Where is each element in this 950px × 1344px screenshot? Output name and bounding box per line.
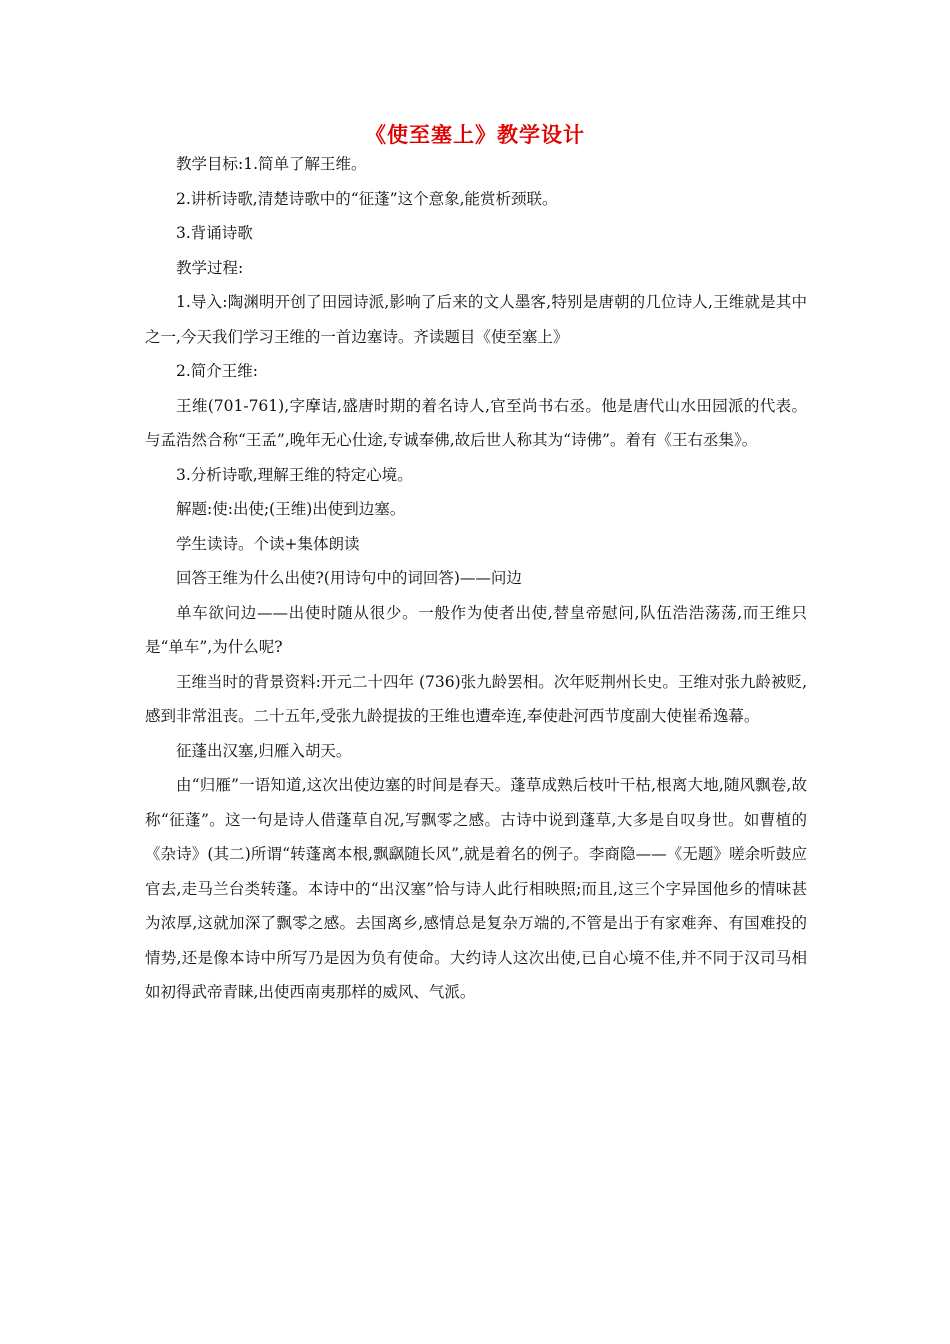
paragraph-title-explanation: 解题:使:出使;(王维)出使到边塞。	[176, 500, 406, 518]
paragraph-objective-3: 3.背诵诗歌	[176, 224, 253, 242]
paragraph-single-carriage: 单车欲问边——出使时随从很少。一般作为使者出使,替皇帝慰问,队伍浩浩荡荡,而王维只是“单车”,为什么呢?	[145, 603, 807, 656]
paragraph-analysis-heading: 3.分析诗歌,理解王维的特定心境。	[176, 465, 413, 484]
document-body	[145, 147, 807, 1010]
paragraph-reading: 学生读诗。个读+集体朗读	[176, 534, 360, 553]
paragraph-process-heading: 教学过程:	[176, 258, 244, 277]
paragraph-objective-2: 2.讲析诗歌,清楚诗歌中的“征蓬”这个意象,能赏析颈联。	[176, 189, 558, 208]
paragraph-author-bio: 王维(701-761),字摩诘,盛唐时期的着名诗人,官至尚书右丞。他是唐代山水田园派的代表。与孟浩然合称“王孟”,晚年无心仕途,专诚奉佛,故后世人称其为“诗佛”。着有《王右丞集》。	[145, 396, 807, 449]
paragraph-background: 王维当时的背景资料:开元二十四年 (736)张九龄罢相。次年贬荆州长史。王维对张九龄被贬,感到非常沮丧。二十五年,受张九龄提拔的王维也遭牵连,奉使赴河西节度副大使崔希逸幕。	[145, 672, 807, 725]
paragraph-poem-line: 征蓬出汉塞,归雁入胡天。	[176, 741, 352, 760]
paragraph-author-heading: 2.简介王维:	[176, 362, 259, 380]
paragraph-objective-1: 教学目标:1.简单了解王维。	[176, 155, 367, 173]
document-title: 《使至塞上》教学设计	[365, 123, 585, 147]
paragraph-introduction: 1.导入:陶渊明开创了田园诗派,影响了后来的文人墨客,特别是唐朝的几位诗人,王维就是其中之一,今天我们学习王维的一首边塞诗。齐读题目《使至塞上》	[145, 293, 807, 346]
paragraph-poem-analysis: 由“归雁”一语知道,这次出使边塞的时间是春天。蓬草成熟后枝叶干枯,根离大地,随风飘卷,故称“征蓬”。这一句是诗人借蓬草自况,写飘零之感。古诗中说到蓬草,大多是自叹身世。如曹植的《杂诗》(其二)所谓“转蓬离本根,飘飖随长风”,就是着名的例子。李商隐——《无题》嗟余听鼓应官去,走马兰台类转蓬。本诗中的“出汉塞”恰与诗人此行相映照;而且,这三个字异国他乡的情味甚为浓厚,这就加深了飘零之感。去国离乡,感情总是复杂万端的,不管是出于有家难奔、有国难投的情势,还是像本诗中所写乃是因为负有使命。大约诗人这次出使,已自心境不佳,并不同于汉司马相如初得武帝青睐,出使西南夷那样的威风、气派。	[145, 776, 807, 1001]
paragraph-question: 回答王维为什么出使?(用诗句中的词回答)——问边	[176, 569, 522, 587]
